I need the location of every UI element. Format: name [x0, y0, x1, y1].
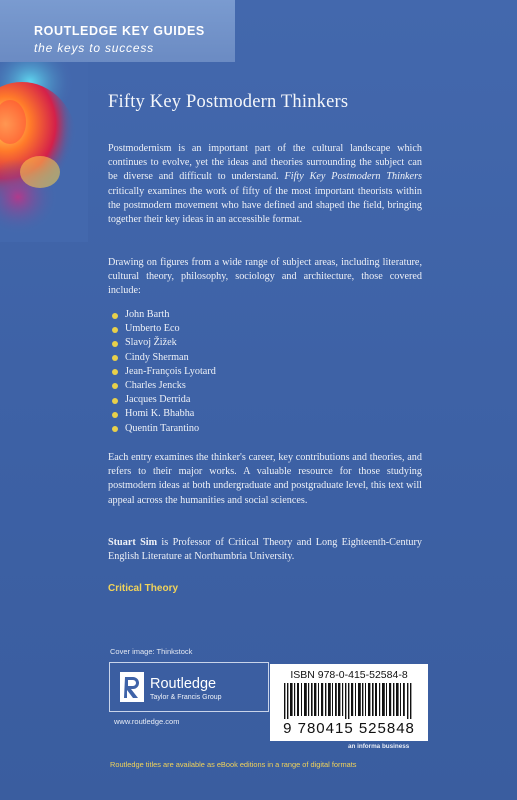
subject-category: Critical Theory: [108, 583, 179, 594]
bullet-icon: [112, 398, 118, 404]
author-bio-text: is Professor of Critical Theory and Long Eighteenth-Century English Literature at Northumbria University.: [108, 537, 423, 563]
bullet-icon: [112, 426, 118, 432]
ebook-availability-note: Routledge titles are available as eBook editions in a range of digital formats: [110, 760, 357, 769]
thinker-item: [112, 308, 216, 322]
barcode-image: [284, 683, 414, 719]
thinker-item: [112, 351, 216, 365]
thinker-item: [112, 393, 216, 407]
bullet-icon: [112, 327, 118, 333]
cover-image-credit: Cover image: Thinkstock: [110, 647, 193, 656]
thinker-name: Umberto Eco: [125, 323, 180, 335]
ean-number: 9 780415 525848: [283, 720, 415, 737]
isbn-text: ISBN 978-0-415-52584-8: [290, 669, 408, 681]
publisher-name: Routledge: [150, 676, 217, 692]
series-title: ROUTLEDGE KEY GUIDES: [34, 24, 205, 38]
thinker-name: Charles Jencks: [125, 379, 186, 391]
thinker-name: Homi K. Bhabha: [125, 408, 195, 420]
bullet-icon: [112, 313, 118, 319]
author-name: Stuart Sim: [108, 537, 158, 548]
thinker-name: Jacques Derrida: [125, 394, 191, 406]
thinker-name: Slavoj Žižek: [125, 337, 177, 349]
thinker-item: [112, 422, 216, 436]
bullet-icon: [112, 383, 118, 389]
publisher-logo-box: [109, 662, 269, 712]
thinker-name: Jean-François Lyotard: [125, 365, 216, 377]
blurb-intro-italic-title: Fifty Key Postmodern Thinkers: [284, 171, 423, 183]
thinker-item: [112, 336, 216, 350]
thinker-item: [112, 365, 216, 379]
blurb-intro-text: Postmodernism is an important part of the cultural landscape which continues to evolve, yet the ideas and theories surrounding the subject can be diverse and difficult to understand.: [108, 143, 422, 183]
bullet-icon: [112, 341, 118, 347]
thinker-name: Cindy Sherman: [125, 351, 189, 363]
thinker-item: [112, 407, 216, 421]
blurb-intro-text-cont: critically examines the work of fifty of the most important theorists within the postmodern movement who have defined and shaped the field, bringing together their key ideas in an accessible format.: [108, 185, 422, 226]
book-title: Fifty Key Postmodern Thinkers: [108, 92, 349, 112]
thinker-item: [112, 322, 216, 336]
thinker-item: [112, 379, 216, 393]
publisher-url[interactable]: www.routledge.com: [114, 717, 180, 726]
thinker-name: John Barth: [125, 309, 170, 320]
informa-tagline: an informa business: [348, 743, 410, 750]
thinker-list: [112, 308, 216, 436]
publisher-group: Taylor & Francis Group: [150, 694, 222, 701]
author-bio: [108, 536, 422, 564]
cover-art-image: [0, 62, 88, 242]
series-banner: [0, 0, 235, 62]
blurb-paragraph-scope: Drawing on figures from a wide range of subject areas, including literature, cultural theory, philosophy, sociology and architecture, those covered include:: [108, 257, 422, 297]
bullet-icon: [112, 369, 118, 375]
bullet-icon: [112, 355, 118, 361]
blurb-paragraph-entries: Each entry examines the thinker's career, key contributions and theories, and refers to their major works. A valuable resource for those studying postmodern ideas at both undergraduate and postgraduate level, this text will appeal across the humanities and social sciences.: [108, 452, 422, 506]
bullet-icon: [112, 412, 118, 418]
blurb-paragraph-intro: [108, 142, 422, 227]
barcode-box: [270, 664, 428, 741]
routledge-logo-icon: [120, 672, 144, 702]
thinker-name: Quentin Tarantino: [125, 422, 200, 434]
series-tagline: the keys to success: [34, 41, 154, 55]
